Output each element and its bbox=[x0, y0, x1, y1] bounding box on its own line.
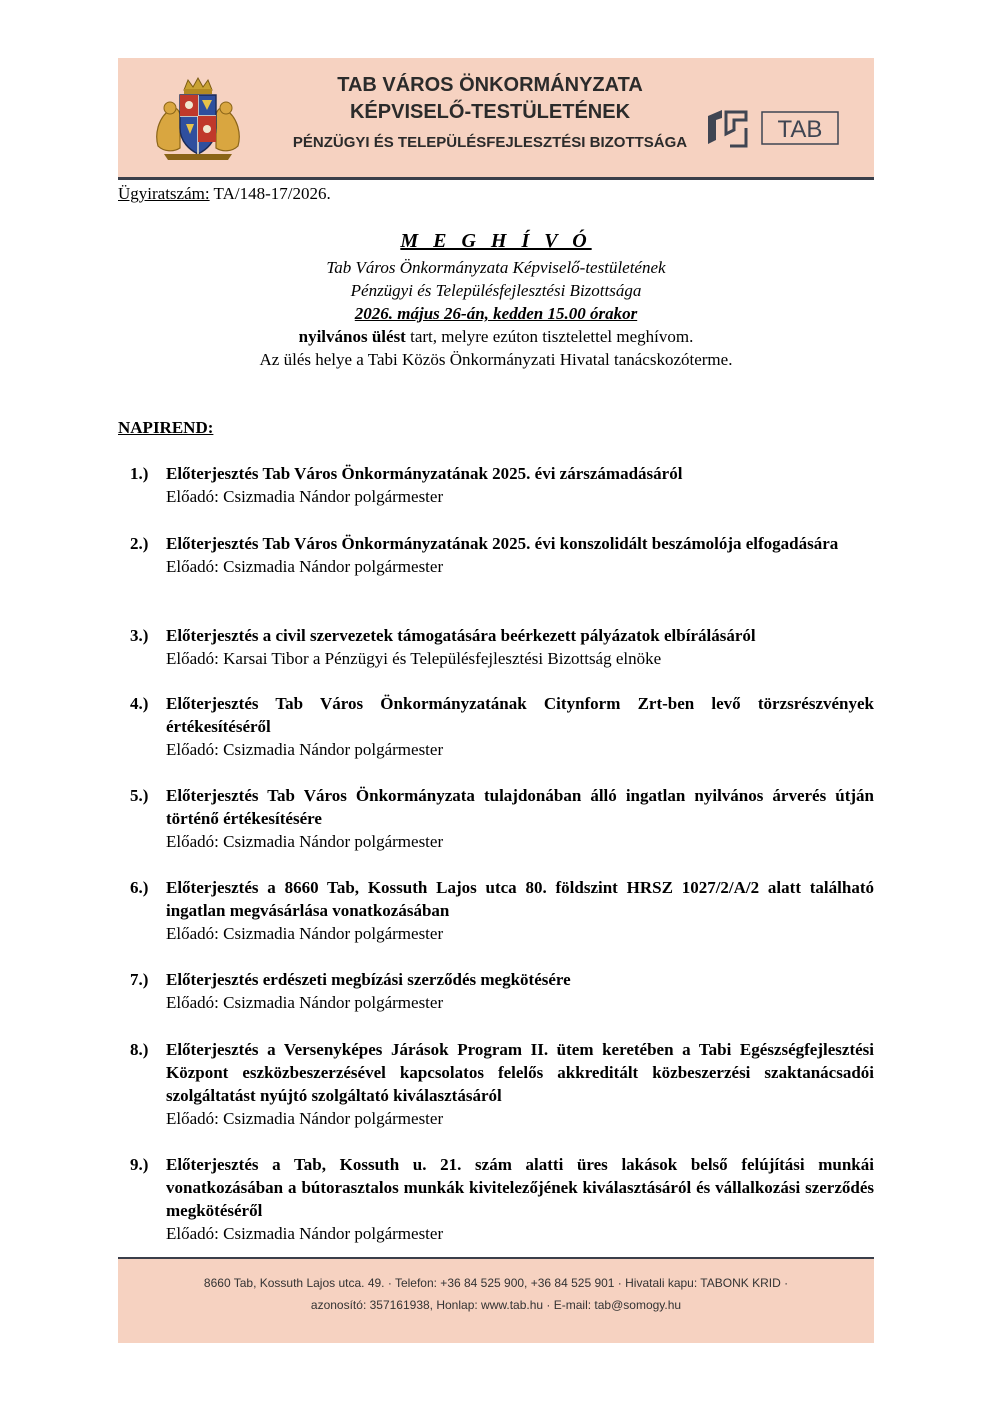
agenda-item-title: Előterjesztés Tab Város Önkormányzatának 2025. évi zárszámadásáról bbox=[166, 464, 683, 483]
agenda-item bbox=[130, 968, 874, 1014]
agenda-item-title: Előterjesztés erdészeti megbízási szerződés megkötésére bbox=[166, 970, 571, 989]
agenda-item-number: 7.) bbox=[130, 970, 149, 989]
public-meeting-text: nyilvános ülést bbox=[298, 327, 406, 346]
agenda-item-number: 3.) bbox=[130, 626, 149, 645]
meeting-date: 2026. május 26-án, kedden 15.00 órakor bbox=[354, 304, 638, 323]
org-title-line-1: TAB VÁROS ÖNKORMÁNYZATA bbox=[337, 74, 643, 96]
agenda-item-title: Előterjesztés a Tab, Kossuth u. 21. szám alatti üres lakások belső felújítási munkái vonatkozásában a bútorasztalos munkák kivitelezőjének kiválasztásáról és vállalkozási szerződés megkötéséről bbox=[166, 1155, 874, 1220]
agenda-item-presenter: Előadó: Csizmadia Nándor polgármester bbox=[166, 1109, 444, 1128]
logo-text: TAB bbox=[777, 116, 823, 143]
agenda-item-number: 9.) bbox=[130, 1155, 149, 1174]
agenda-item-number: 5.) bbox=[130, 786, 149, 805]
agenda-item bbox=[130, 1038, 874, 1130]
agenda-item bbox=[130, 462, 874, 508]
invitation-body-line-1: Tab Város Önkormányzata Képviselő-testületének bbox=[326, 258, 666, 277]
agenda-item bbox=[130, 784, 874, 853]
agenda-item-number: 6.) bbox=[130, 878, 149, 897]
case-number-label: Ügyiratszám: bbox=[118, 184, 210, 203]
invitation-title: M E G H Í V Ó bbox=[400, 230, 592, 252]
footer-contact-line-1: 8660 Tab, Kossuth Lajos utca. 49. · Telefon: +36 84 525 900, +36 84 525 901 · Hivatali kapu: TABONK KRID · bbox=[203, 1276, 789, 1290]
agenda-item-number: 8.) bbox=[130, 1040, 149, 1059]
header-rule bbox=[118, 177, 874, 180]
case-number bbox=[118, 184, 331, 204]
agenda-item-presenter: Előadó: Csizmadia Nándor polgármester bbox=[166, 1224, 444, 1243]
agenda-item-number: 2.) bbox=[130, 534, 149, 553]
coat-of-arms-icon bbox=[150, 76, 246, 162]
invitation-body-line-2: Pénzügyi és Településfejlesztési Bizottsága bbox=[350, 281, 642, 300]
agenda-item-presenter: Előadó: Csizmadia Nándor polgármester bbox=[166, 487, 444, 506]
agenda-item-presenter: Előadó: Csizmadia Nándor polgármester bbox=[166, 557, 444, 576]
agenda-item bbox=[130, 692, 874, 761]
tab-logo-icon bbox=[706, 106, 842, 150]
agenda-item-title: Előterjesztés Tab Város Önkormányzata tulajdonában álló ingatlan nyilvános árverés útján történő értékesítésére bbox=[166, 786, 874, 828]
agenda-item-presenter: Előadó: Csizmadia Nándor polgármester bbox=[166, 740, 444, 759]
agenda-item-title: Előterjesztés a Versenyképes Járások Program II. ütem keretében a Tabi Egészségfejlesztési Központ eszközbeszerzésével kapcsolatos felelős akkreditált közbeszerzési szaktanácsadói szolgáltatást nyújtó szolgáltató kiválasztásáról bbox=[166, 1040, 874, 1105]
invitation-body-line-4 bbox=[118, 327, 874, 347]
agenda-item bbox=[130, 876, 874, 945]
agenda-item bbox=[130, 1153, 874, 1245]
agenda-item bbox=[130, 532, 874, 578]
agenda-item-title: Előterjesztés a 8660 Tab, Kossuth Lajos utca 80. földszint HRSZ 1027/2/A/2 alatt található ingatlan megvásárlása vonatkozásában bbox=[166, 878, 874, 920]
case-number-value: TA/148-17/2026. bbox=[213, 184, 331, 203]
agenda-item-title: Előterjesztés Tab Város Önkormányzatának 2025. évi konszolidált beszámolója elfogadására bbox=[166, 534, 839, 553]
agenda-item-presenter: Előadó: Csizmadia Nándor polgármester bbox=[166, 924, 444, 943]
agenda-item-title: Előterjesztés Tab Város Önkormányzatának Citynform Zrt-ben levő törzsrészvények értékesítéséről bbox=[166, 694, 874, 736]
agenda-item-presenter: Előadó: Csizmadia Nándor polgármester bbox=[166, 993, 444, 1012]
agenda-item-presenter: Előadó: Karsai Tibor a Pénzügyi és Településfejlesztési Bizottság elnöke bbox=[166, 649, 662, 668]
agenda-item-number: 1.) bbox=[130, 464, 149, 483]
org-title-line-2: KÉPVISELŐ-TESTÜLETÉNEK bbox=[349, 101, 631, 123]
org-title-line-3: PÉNZÜGYI ÉS TELEPÜLÉSFEJLESZTÉSI BIZOTTSÁGA bbox=[292, 134, 688, 151]
footer-contact-line-2: azonosító: 357161938, Honlap: www.tab.hu · E-mail: tab@somogy.hu bbox=[310, 1298, 682, 1312]
agenda-item-title: Előterjesztés a civil szervezetek támogatására beérkezett pályázatok elbírálásáról bbox=[166, 626, 756, 645]
agenda-item bbox=[130, 624, 874, 670]
agenda-item-presenter: Előadó: Csizmadia Nándor polgármester bbox=[166, 832, 444, 851]
invitation-body-line-4-rest: tart, melyre ezúton tisztelettel meghívom. bbox=[405, 327, 694, 346]
meeting-location: Az ülés helye a Tabi Közös Önkormányzati Hivatal tanácskozóterme. bbox=[259, 350, 733, 369]
agenda-heading: NAPIREND: bbox=[118, 418, 214, 437]
agenda-item-number: 4.) bbox=[130, 694, 149, 713]
